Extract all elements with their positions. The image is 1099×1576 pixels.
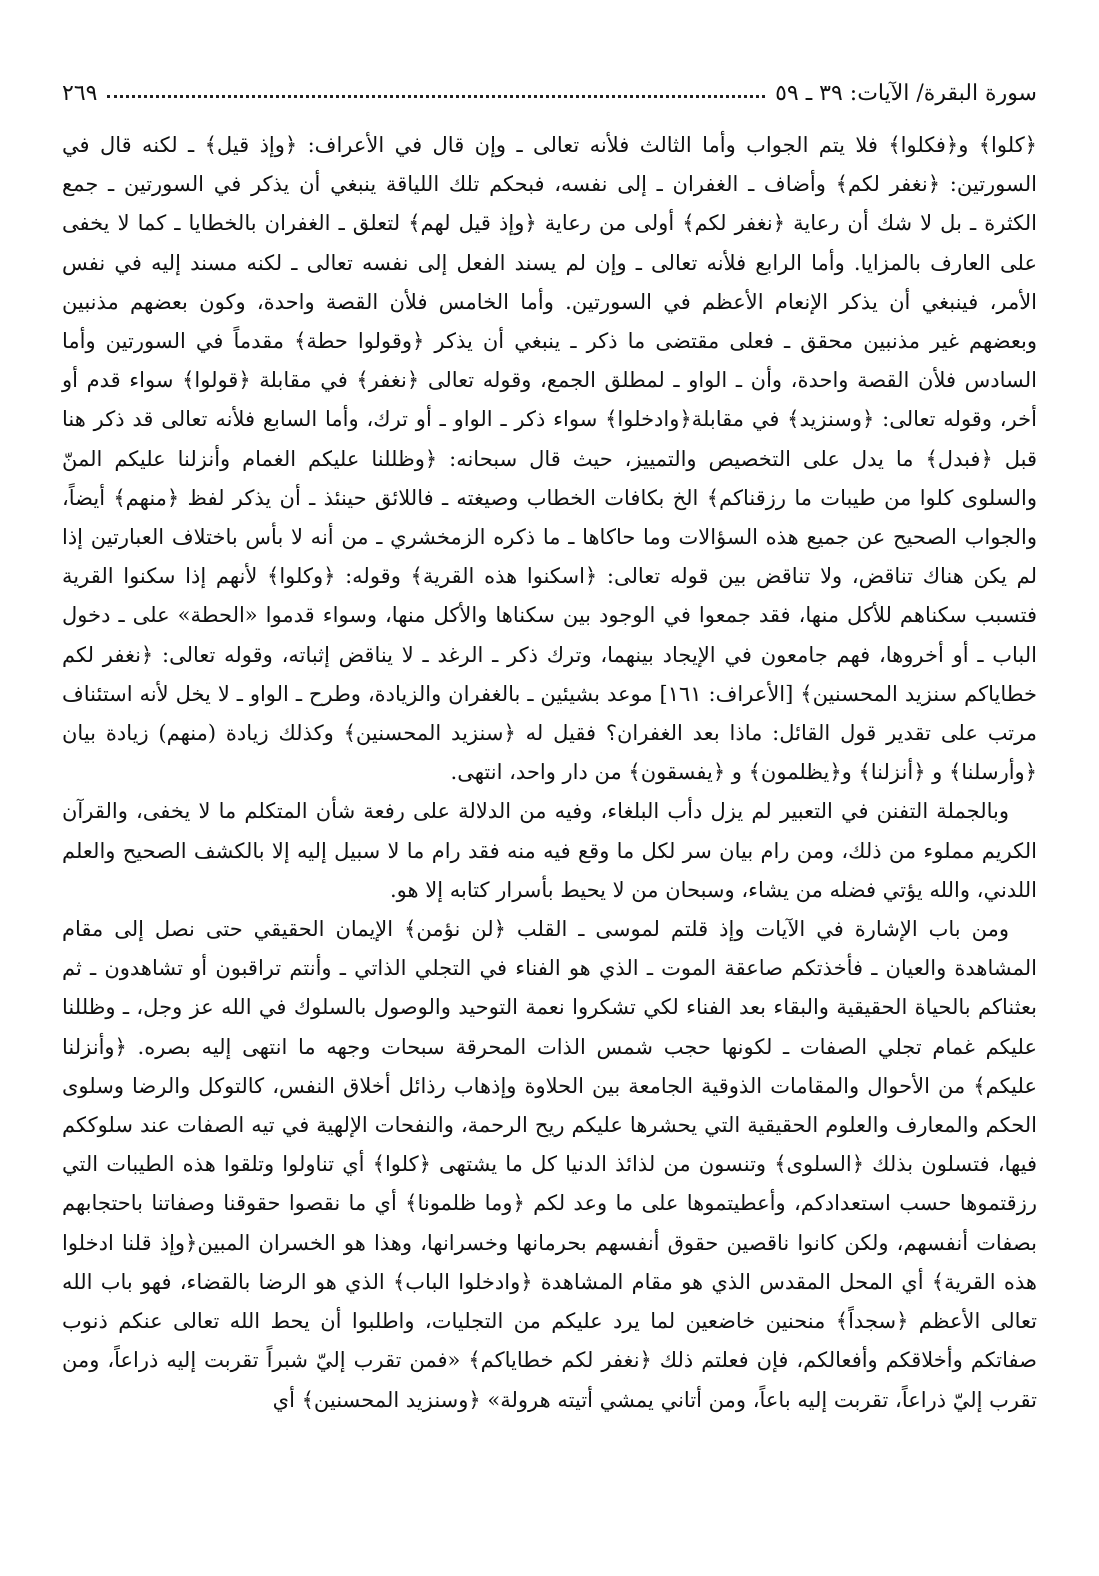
paragraph: ومن باب الإشارة في الآيات وإذ قلتم لموسى ـ القلب ﴿لن نؤمن﴾ الإيمان الحقيقي حتى نصل إلى مقام المشاهدة والعيان ـ فأخذتكم صاعقة الموت ـ الذي هو الفناء في التجلي الذاتي ـ وأنتم تراقبون أو تشاهدون ـ ثم بعثناكم بالحياة الحقيقية والبقاء بعد الفناء لكي تشكروا نعمة التوحيد والوصول بالسلوك في الله عز وجل، ـ وظللنا عليكم غمام تجلي الصفات ـ لكونها حجب شمس الذات المحرقة سبحات وجهه ما انتهى إليه بصره. ﴿وأنزلنا عليكم﴾ من الأحوال والمقامات الذوقية الجامعة بين الحلاوة وإذهاب رذائل أخلاق النفس، كالتوكل والرضا وسلوى الحكم والمعارف والعلوم الحقيقية التي يحشرها عليكم ريح الرحمة، والنفحات الإلهية في تيه الصفات عند سلوككم فيها، فتسلون بذلك ﴿السلوى﴾ وتنسون من لذائذ الدنيا كل ما يشتهى ﴿كلوا﴾ أي تناولوا وتلقوا هذه الطيبات التي رزقتموها حسب استعدادكم، وأعطيتموها على ما وعد لكم ﴿وما ظلمونا﴾ أي ما نقصوا حقوقنا وصفاتنا باحتجابهم بصفات أنفسهم، ولكن كانوا ناقصين حقوق أنفسهم بحرمانها وخسرانها، وهذا هو الخسران المبين﴿وإذ قلنا ادخلوا هذه القرية﴾ أي المحل المقدس الذي هو مقام المشاهدة ﴿وادخلوا الباب﴾ الذي هو الرضا بالقضاء، فهو باب الله تعالى الأعظم ﴿سجداً﴾ منحنين خاضعين لما يرد عليكم من التجليات، واطلبوا أن يحط الله تعالى عنكم ذنوب صفاتكم وأخلاقكم وأفعالكم، فإن فعلتم ذلك ﴿نغفر لكم خطاياكم﴾ «فمن تقرب إليّ شبراً تقربت إليه ذراعاً، ومن تقرب إليّ ذراعاً، تقربت إليه باعاً، ومن أتاني يمشي أتيته هرولة» ﴿وسنزيد المحسنين﴾ أي bbox=[62, 917, 1037, 1412]
book-page bbox=[62, 62, 1037, 1552]
paragraph: وبالجملة التفنن في التعبير لم يزل دأب البلغاء، وفيه من الدلالة على رفعة شأن المتكلم ما لا يخفى، والقرآن الكريم مملوء من ذلك، ومن رام بيان سر لكل ما وقع فيه منه فقد رام ما لا سبيل إليه إلا بالكشف الصحيح والعلم اللدني، والله يؤتي فضله من يشاء، وسبحان من لا يحيط بأسرار كتابه إلا هو. bbox=[62, 799, 1037, 902]
page-number: ٢٦٩ bbox=[62, 81, 98, 106]
paragraph: ﴿كلوا﴾ و﴿فكلوا﴾ فلا يتم الجواب وأما الثالث فلأنه تعالى ـ وإن قال في الأعراف: ﴿وإذ قيل﴾ ـ لكنه قال في السورتين: ﴿نغفر لكم﴾ وأضاف ـ الغفران ـ إلى نفسه، فبحكم تلك اللياقة ينبغي أن يذكر في السورتين ـ جمع الكثرة ـ بل لا شك أن رعاية ﴿نغفر لكم﴾ أولى من رعاية ﴿وإذ قيل لهم﴾ لتعلق ـ الغفران بالخطايا ـ كما لا يخفى على العارف بالمزايا. وأما الرابع فلأنه تعالى ـ وإن لم يسند الفعل إلى نفسه تعالى ـ لكنه مسند إليه في نفس الأمر، فينبغي أن يذكر الإنعام الأعظم في السورتين. وأما الخامس فلأن القصة واحدة، وكون بعضهم مذنبين وبعضهم غير مذنبين محقق ـ فعلى مقتضى ما ذكر ـ ينبغي أن يذكر ﴿وقولوا حطة﴾ مقدماً في السورتين وأما السادس فلأن القصة واحدة، وأن ـ الواو ـ لمطلق الجمع، وقوله تعالى ﴿نغفر﴾ في مقابلة ﴿قولوا﴾ سواء قدم أو أخر، وقوله تعالى: ﴿وسنزيد﴾ في مقابلة﴿وادخلوا﴾ سواء ذكر ـ الواو ـ أو ترك، وأما السابع فلأنه تعالى قد ذكر هنا قبل ﴿فبدل﴾ ما يدل على التخصيص والتمييز، حيث قال سبحانه: ﴿وظللنا عليكم الغمام وأنزلنا عليكم المنّ والسلوى كلوا من طيبات ما رزقناكم﴾ الخ بكافات الخطاب وصيغته ـ فاللائق حينئذ ـ أن يذكر لفظ ﴿منهم﴾ أيضاً، والجواب الصحيح عن جميع هذه السؤالات وما حاكاها ـ ما ذكره الزمخشري ـ من أنه لا بأس باختلاف العبارتين إذا لم يكن هناك تناقض، ولا تناقض بين قوله تعالى: ﴿اسكنوا هذه القرية﴾ وقوله: ﴿وكلوا﴾ لأنهم إذا سكنوا القرية فتسبب سكناهم للأكل منها، فقد جمعوا في الوجود بين سكناها والأكل منها، وسواء قدموا «الحطة» على ـ دخول الباب ـ أو أخروها، فهم جامعون في الإيجاد بينهما، وترك ذكر ـ الرغد ـ لا يناقض إثباته، وقوله تعالى: ﴿نغفر لكم خطاياكم سنزيد المحسنين﴾ [الأعراف: ١٦١] موعد بشيئين ـ بالغفران والزيادة، وطرح ـ الواو ـ لا يخل لأنه استئناف مرتب على تقدير قول القائل: ماذا بعد الغفران؟ فقيل له ﴿سنزيد المحسنين﴾ وكذلك زيادة (منهم) زيادة بيان ﴿وأرسلنا﴾ و ﴿أنزلنا﴾ و﴿يظلمون﴾ و ﴿يفسقون﴾ من دار واحد، انتهى. bbox=[62, 133, 1038, 785]
running-header bbox=[62, 62, 1037, 106]
page-body bbox=[62, 126, 1037, 1420]
dot-leader bbox=[107, 95, 765, 98]
surah-title: سورة البقرة/ الآيات: ٣٩ ـ ٥٩ bbox=[775, 81, 1037, 106]
